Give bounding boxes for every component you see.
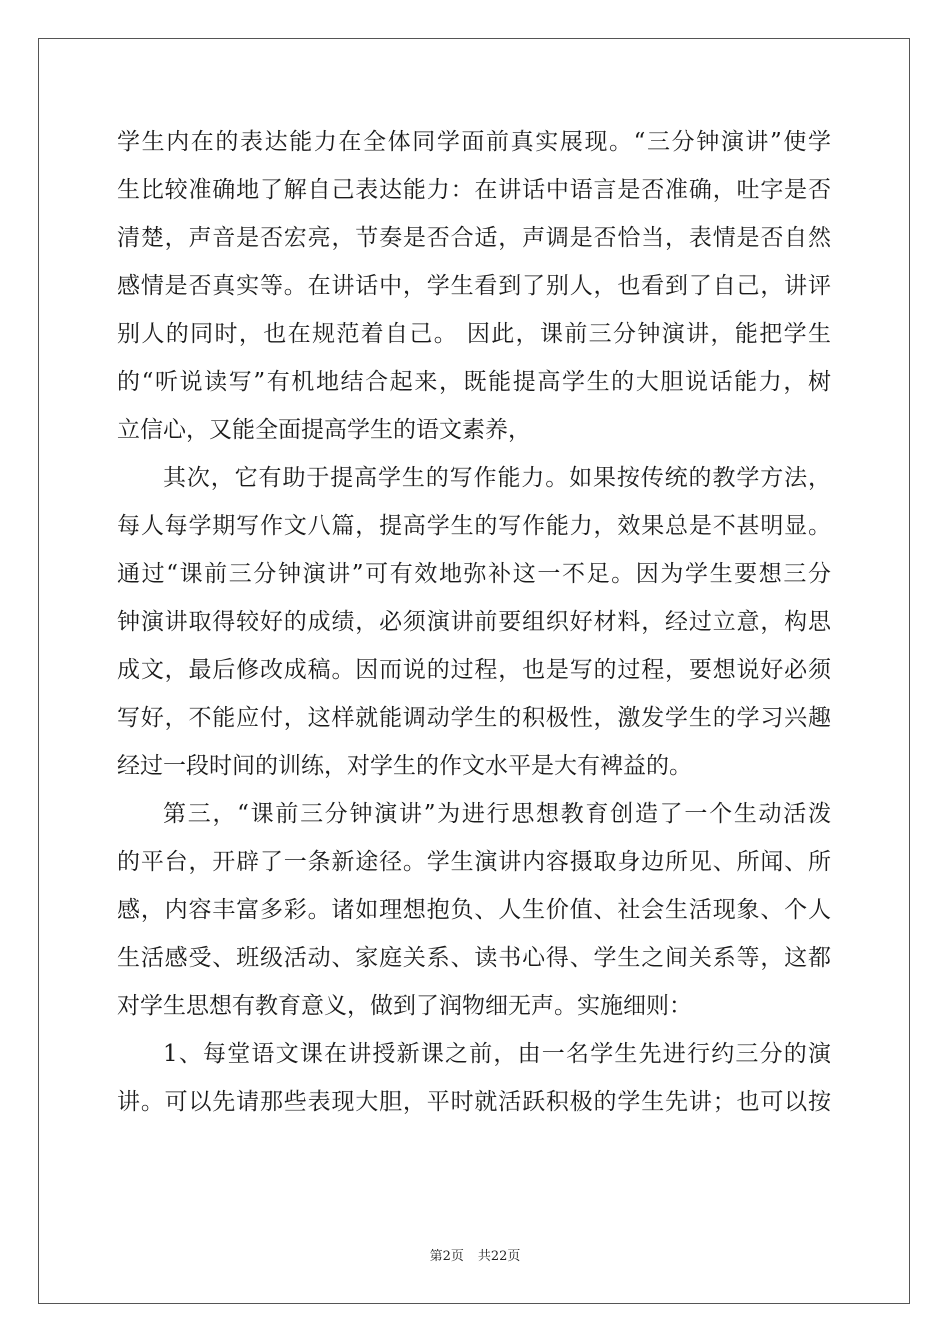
text-line: 生比较准确地了解自己表达能力：在讲话中语言是否准确，吐字是否 [117, 177, 831, 203]
text-line: 学生内在的表达能力在全体同学面前真实展现。“三分钟演讲”使学 [117, 129, 831, 155]
text-line: 讲。可以先请那些表现大胆，平时就活跃积极的学生先讲；也可以按 [117, 1089, 831, 1115]
text-line: 对学生思想有教育意义，做到了润物细无声。实施细则： [117, 993, 692, 1019]
paragraph-start-line: 第三，“课前三分钟演讲”为进行思想教育创造了一个生动活泼 [163, 801, 831, 827]
text-line: 生活感受、班级活动、家庭关系、读书心得、学生之间关系等，这都 [117, 945, 831, 971]
text-line: 的平台，开辟了一条新途径。学生演讲内容摄取身边所见、所闻、所 [117, 849, 831, 875]
document-body [117, 118, 831, 1126]
text-line: 通过“课前三分钟演讲”可有效地弥补这一不足。因为学生要想三分 [117, 561, 831, 587]
text-line: 每人每学期写作文八篇，提高学生的写作能力，效果总是不甚明显。 [117, 513, 831, 539]
text-line: 成文，最后修改成稿。因而说的过程，也是写的过程，要想说好必须 [117, 657, 831, 683]
text-line: 别人的同时，也在规范着自己。 因此，课前三分钟演讲，能把学生 [117, 321, 831, 347]
text-line: 经过一段时间的训练，对学生的作文水平是大有裨益的。 [117, 753, 692, 779]
paragraph-start-line: 1、每堂语文课在讲授新课之前，由一名学生先进行约三分的演 [163, 1041, 831, 1067]
text-line: 的“听说读写”有机地结合起来，既能提高学生的大胆说话能力，树 [117, 369, 831, 395]
text-line: 清楚，声音是否宏亮，节奏是否合适，声调是否恰当，表情是否自然 [117, 225, 831, 251]
page-footer [0, 1245, 950, 1264]
text-line: 写好，不能应付，这样就能调动学生的积极性，激发学生的学习兴趣 [117, 705, 831, 731]
page-total: 共22页 [477, 1249, 521, 1264]
text-line: 感，内容丰富多彩。诸如理想抱负、人生价值、社会生活现象、个人 [117, 897, 831, 923]
text-line: 立信心，又能全面提高学生的语文素养， [117, 417, 531, 443]
page-number: 第2页 [429, 1249, 464, 1264]
text-line: 钟演讲取得较好的成绩，必须演讲前要组织好材料，经过立意，构思 [117, 609, 831, 635]
paragraph-start-line: 其次，它有助于提高学生的写作能力。如果按传统的教学方法， [163, 465, 831, 491]
text-line: 感情是否真实等。在讲话中，学生看到了别人，也看到了自己，讲评 [117, 273, 831, 299]
